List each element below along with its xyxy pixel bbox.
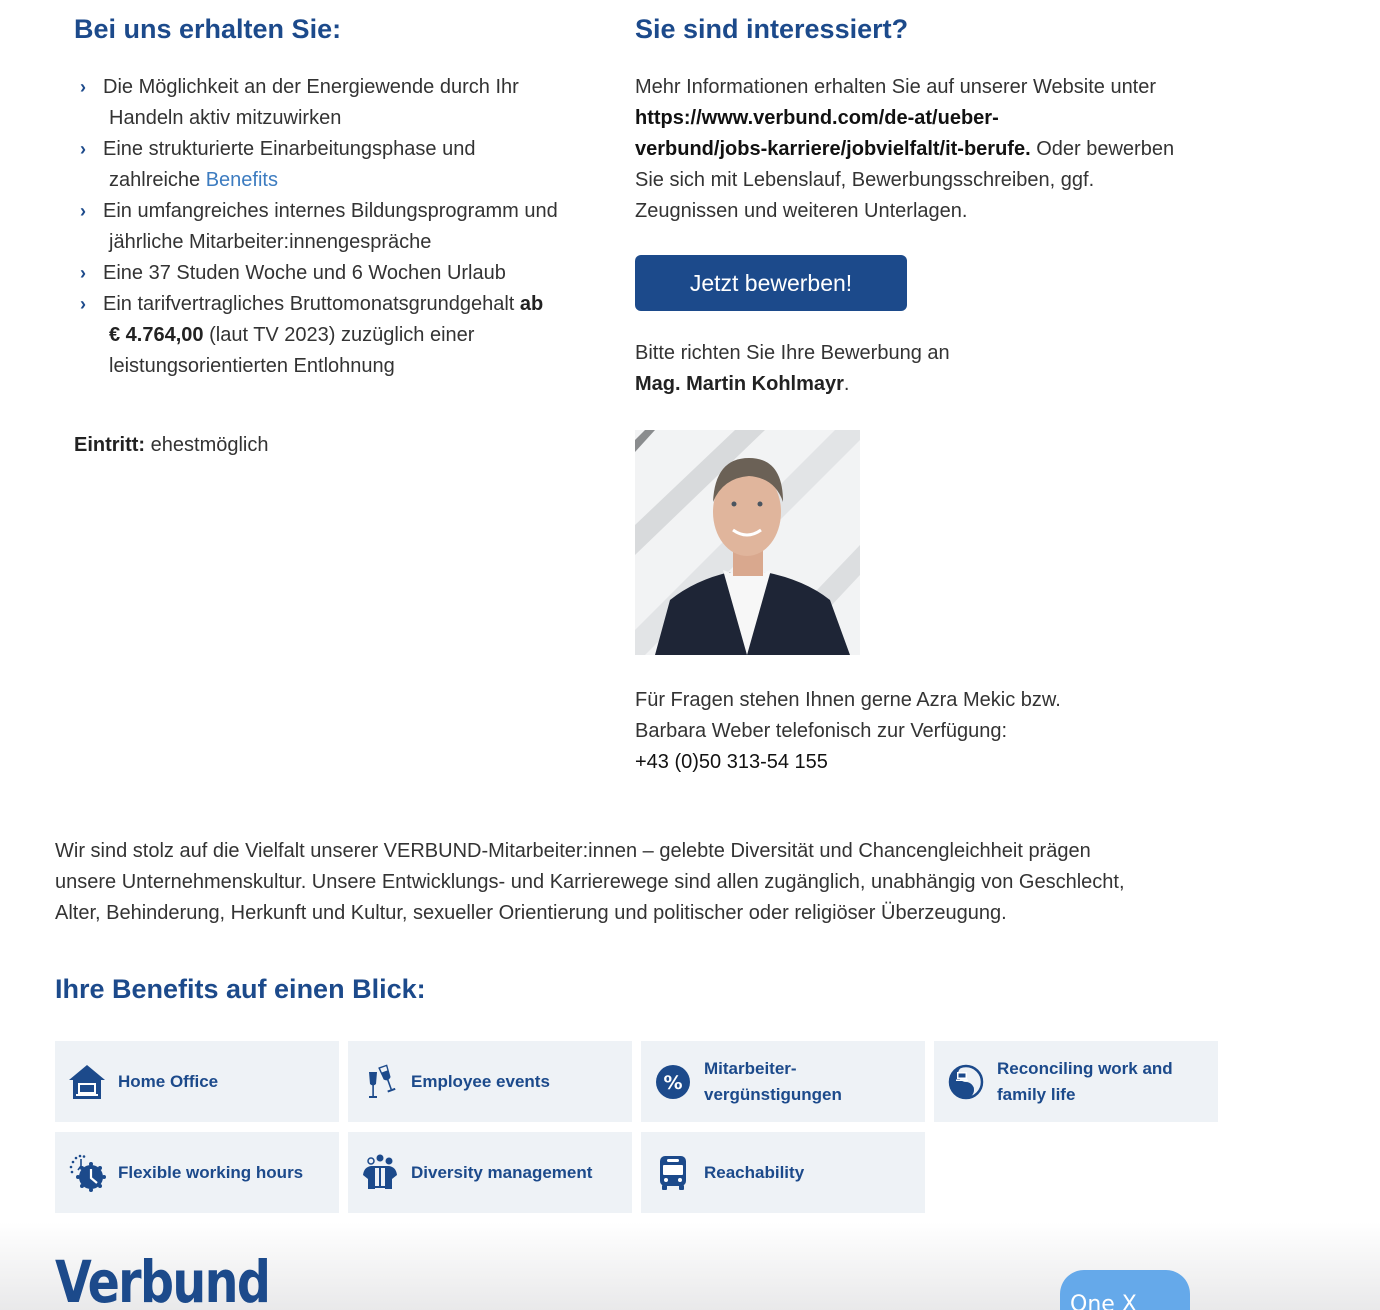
footer (0, 1222, 1380, 1310)
benefit-tile-diversity[interactable] (348, 1132, 632, 1213)
list-item: › Ein umfangreiches internes Bildungsprogramm und jährliche Mitarbeiter:innengespräche (78, 196, 614, 258)
list-item: › Die Möglichkeit an der Energiewende durch Ihr Handeln aktiv mitzuwirken (78, 72, 614, 134)
website-url[interactable]: https://www.verbund.com/de-at/ueber- verbund/jobs-karriere/jobvielfalt/it-berufe. (635, 107, 1031, 160)
benefit-label: Mitarbeiter- vergünstigungen (704, 1058, 842, 1104)
list-item: › Eine strukturierte Einarbeitungsphase und zahlreiche Benefits (78, 134, 614, 196)
salary-value: € 4.764,00 (109, 324, 204, 346)
questions-text: Für Fragen stehen Ihnen gerne Azra Mekic bzw. Barbara Weber telefonisch zur Verfügung: +43 (0)50 313-54 155 (635, 689, 1061, 773)
people-icon (360, 1153, 400, 1193)
svg-text:%: % (663, 1071, 683, 1094)
benefits-heading: Ihre Benefits auf einen Blick: (55, 974, 426, 1004)
one-x-button[interactable]: One X (1060, 1270, 1190, 1310)
phone-number[interactable]: +43 (0)50 313-54 155 (635, 751, 828, 773)
list-item: › Ein tarifvertragliches Bruttomonatsgrundgehalt ab € 4.764,00 (laut TV 2023) zuzüglich einer leistungsorientierten Entlohnung (78, 289, 614, 382)
portrait-photo (635, 430, 860, 655)
benefit-label: Reachability (704, 1162, 805, 1182)
apply-now-button[interactable]: Jetzt bewerben! (635, 255, 907, 311)
benefit-tile-flexible-hours[interactable] (55, 1132, 339, 1213)
chevron-right-icon: › (80, 201, 86, 221)
interested-heading: Sie sind interessiert? (635, 14, 909, 44)
benefits-link[interactable]: Benefits (205, 169, 278, 191)
benefits-grid (55, 1041, 1220, 1213)
benefit-tile-home-office[interactable] (55, 1041, 339, 1122)
offer-list (78, 72, 614, 382)
benefit-label: Flexible working hours (118, 1162, 304, 1182)
diversity-statement: Wir sind stolz auf die Vielfalt unserer VERBUND-Mitarbeiter:innen – gelebte Diversität und Chancengleichheit prägen unsere Unternehmenskultur. Unsere Entwicklungs- und Karrierewege sind allen zugänglich, unabhängig von Geschlecht, Alter, Behinderung, Herkunft und Kultur, sexueller Orientierung und politischer oder religiöser Überzeugung. (55, 840, 1125, 924)
chevron-right-icon: › (80, 263, 86, 283)
more-info-text: Mehr Informationen erhalten Sie auf unserer Website unter https://www.verbund.com/de-at/ueber- verbund/jobs-karriere/jobvielfalt/it-berufe. Oder bewerben Sie sich mit Lebenslauf, Bewerbungsschreiben, ggf. Zeugnissen und weiteren Unterlagen. (635, 76, 1175, 222)
benefit-tile-employee-discounts[interactable] (641, 1041, 925, 1122)
benefit-label: Diversity management (411, 1162, 593, 1182)
bus-icon (653, 1153, 693, 1193)
application-section (635, 12, 1175, 778)
verbund-logo[interactable]: Verbund (55, 1248, 270, 1310)
benefit-tile-reachability[interactable] (641, 1132, 925, 1213)
list-item: › Eine 37 Studen Woche und 6 Wochen Urlaub (78, 258, 614, 289)
percent-icon (653, 1062, 693, 1102)
champagne-glasses-icon (360, 1062, 400, 1102)
chevron-right-icon: › (80, 294, 86, 314)
benefit-tile-work-family[interactable] (934, 1041, 1218, 1122)
benefit-tile-employee-events[interactable] (348, 1041, 632, 1122)
home-office-icon (67, 1062, 107, 1102)
chevron-right-icon: › (80, 139, 86, 159)
offer-heading: Bei uns erhalten Sie: (74, 14, 342, 44)
work-family-icon (946, 1062, 986, 1102)
chevron-right-icon: › (80, 77, 86, 97)
start-date: Eintritt: ehestmöglich (74, 434, 269, 456)
benefits-offer-section (74, 12, 614, 461)
benefit-label: Reconciling work and family life (997, 1058, 1173, 1104)
benefit-label: Employee events (411, 1071, 550, 1091)
contact-person: Bitte richten Sie Ihre Bewerbung an Mag. Martin Kohlmayr. (635, 342, 950, 395)
benefit-label: Home Office (118, 1071, 219, 1091)
contact-portrait-image (635, 430, 860, 655)
clock-icon (67, 1153, 107, 1193)
